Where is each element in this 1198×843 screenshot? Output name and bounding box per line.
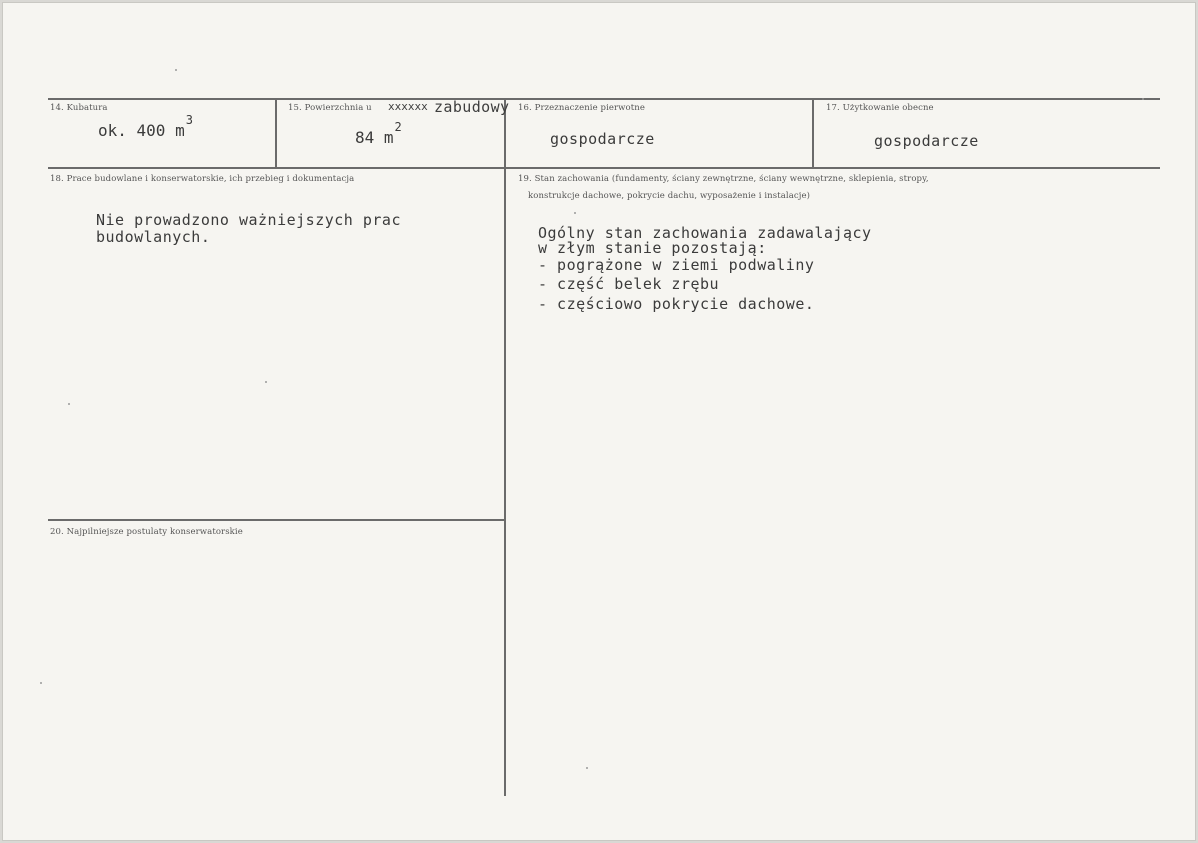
field-16-value: gospodarcze (550, 130, 655, 148)
volume-exponent: 3 (185, 113, 193, 127)
field-17-value: gospodarcze (874, 132, 979, 150)
field-14-label: 14. Kubatura (50, 103, 108, 113)
field-20-label: 20. Najpilniejsze postulaty konserwatorskie (50, 527, 243, 537)
field-18-label: 18. Prace budowlane i konserwatorskie, ich przebieg i dokumentacja (50, 174, 355, 184)
field-14-value (98, 113, 193, 140)
paper-speck (586, 767, 588, 769)
field-15-value (355, 120, 402, 147)
field-15-label: 15. Powierzchnia u (288, 103, 372, 113)
paper-speck (40, 682, 42, 684)
field-19-text (538, 226, 872, 314)
field-15-overtype: xxxxxx (388, 100, 428, 113)
record-card (2, 2, 1196, 841)
divider-15-16 (504, 98, 506, 796)
area-value: 84 m (355, 128, 394, 147)
field-15-typed-suffix: zabudowy (434, 98, 510, 116)
field-17-label: 17. Użytkowanie obecne (826, 103, 934, 113)
paper-speck (574, 212, 576, 214)
paper-speck (175, 69, 177, 71)
field-19-line: w złym stanie pozostają: (538, 239, 767, 257)
area-exponent: 2 (394, 120, 402, 134)
paper-speck (265, 381, 267, 383)
field-18-text (96, 212, 401, 246)
volume-value: ok. 400 m (98, 121, 185, 140)
field-16-label: 16. Przeznaczenie pierwotne (518, 103, 645, 113)
row-rule (48, 167, 1160, 169)
field-19-line: - część belek zrębu (538, 275, 720, 293)
field-19-line: - pogrążone w ziemi podwaliny (538, 256, 815, 274)
field-19-label-line-2: konstrukcje dachowe, pokrycie dachu, wyposażenie i instalacje) (528, 191, 811, 201)
divider-16-17 (812, 98, 814, 168)
field-19-line: - częściowo pokrycie dachowe. (538, 295, 815, 313)
field-19-label-line-1: 19. Stan zachowania (fundamenty, ściany zewnętrzne, ściany wewnętrzne, sklepienia, stropy, (518, 174, 929, 184)
field-19-line: Ogólny stan zachowania zadawalający (538, 224, 872, 242)
top-rule (48, 98, 1160, 100)
divider-14-15 (275, 98, 277, 168)
paper-speck (1142, 98, 1144, 100)
section-18-20-rule (48, 519, 504, 521)
paper-speck (68, 403, 70, 405)
field-18-line: budowlanych. (96, 228, 211, 246)
field-18-line: Nie prowadzono ważniejszych prac (96, 211, 401, 229)
